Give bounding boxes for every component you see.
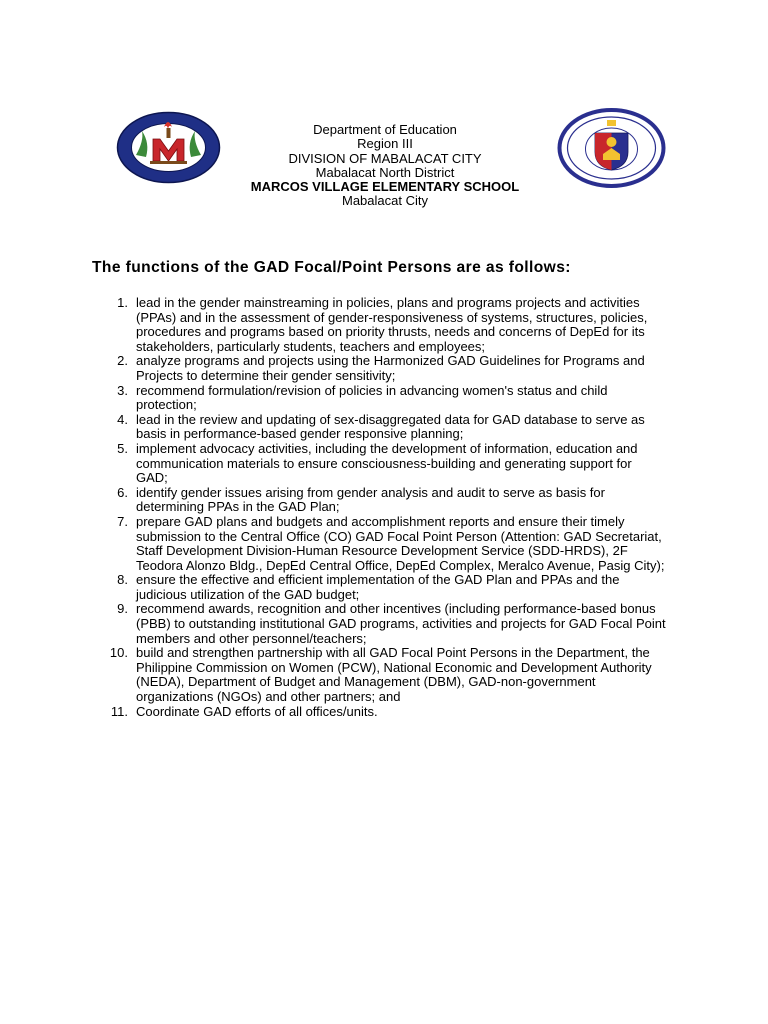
department-line: Department of Education — [313, 122, 457, 137]
item-text: Coordinate GAD efforts of all offices/units. — [136, 703, 378, 719]
item-text: ensure the effective and efficient implementation of the GAD Plan and PPAs and the judicious utilization of the GAD budget; — [136, 572, 620, 602]
function-item — [106, 705, 666, 720]
function-item — [106, 573, 666, 602]
item-text: lead in the gender mainstreaming in policies, plans and programs projects and activities (PPAs) and in the assessment of gender-responsiveness of systems, structures, policies, procedures and programs based on priority thrusts, needs and concerns of DepEd for its stakeholders, particularly students, teachers and employees; — [136, 295, 648, 354]
item-number: 5. — [117, 440, 128, 456]
city-line: Mabalacat City — [342, 193, 428, 209]
item-text: identify gender issues arising from gender analysis and audit to serve as basis for determining PPAs in the GAD Plan; — [136, 484, 605, 515]
item-number: 4. — [117, 411, 128, 427]
function-item — [106, 515, 666, 573]
item-text: build and strengthen partnership with all GAD Focal Point Persons in the Department, the Philippine Commission on Women (PCW), National Economic and Development Authority (NEDA), Department of Budget and Management (DBM), GAD-non-government organizations (NGOs) and other partners; and — [136, 645, 652, 705]
functions-list — [106, 296, 666, 719]
region-line: Region III — [357, 136, 413, 152]
item-text: prepare GAD plans and budgets and accomplishment reports and ensure their timely submission to the Central Office (CO) GAD Focal Point Person (Attention: GAD Secretariat, Staff Development Division-Human Resource Development Service (SDD-HRDS), 2F Teodora Alonzo Bldg., DepEd Central Office, DepEd Complex, Meralco Avenue, Pasig City); — [136, 513, 665, 573]
function-item — [106, 646, 666, 704]
division-line: DIVISION OF MABALACAT CITY — [288, 150, 482, 166]
letterhead — [200, 123, 570, 209]
item-number: 2. — [117, 353, 128, 369]
item-number: 7. — [117, 513, 128, 529]
item-number: 9. — [117, 601, 128, 617]
item-number: 1. — [117, 295, 128, 310]
function-item — [106, 442, 666, 486]
sun-icon — [607, 137, 617, 147]
function-item — [106, 486, 666, 515]
item-text: recommend awards, recognition and other incentives (including performance-based bonus (PBB) to outstanding institutional GAD programs, activities and projects for GAD Focal Point members and other personnel/teachers; — [136, 601, 666, 646]
item-number: 8. — [117, 572, 128, 588]
item-text: implement advocacy activities, including the development of information, education and communication materials to ensure consciousness-building and generating support for GAD; — [136, 440, 638, 486]
function-item — [106, 602, 666, 646]
deped-seal — [557, 108, 666, 188]
function-item — [106, 354, 666, 383]
function-item — [106, 413, 666, 442]
item-text: lead in the review and updating of sex-disaggregated data for GAD database to serve as basis in performance-based gender responsive planning; — [136, 411, 645, 442]
function-item — [106, 296, 666, 354]
item-number: 3. — [117, 382, 128, 398]
item-number: 6. — [117, 484, 128, 500]
function-item — [106, 384, 666, 413]
functions-heading: The functions of the GAD Focal/Point Persons are as follows: — [92, 259, 571, 276]
item-text: recommend formulation/revision of policies in advancing women's status and child protection; — [136, 382, 608, 413]
school-name: MARCOS VILLAGE ELEMENTARY SCHOOL — [250, 179, 520, 195]
item-number: 10. — [109, 645, 128, 661]
district-line: Mabalacat North District — [315, 164, 455, 180]
item-text: analyze programs and projects using the Harmonized GAD Guidelines for Programs and Projects to determine their gender sensitivity; — [136, 353, 645, 383]
item-number: 11. — [110, 703, 128, 719]
